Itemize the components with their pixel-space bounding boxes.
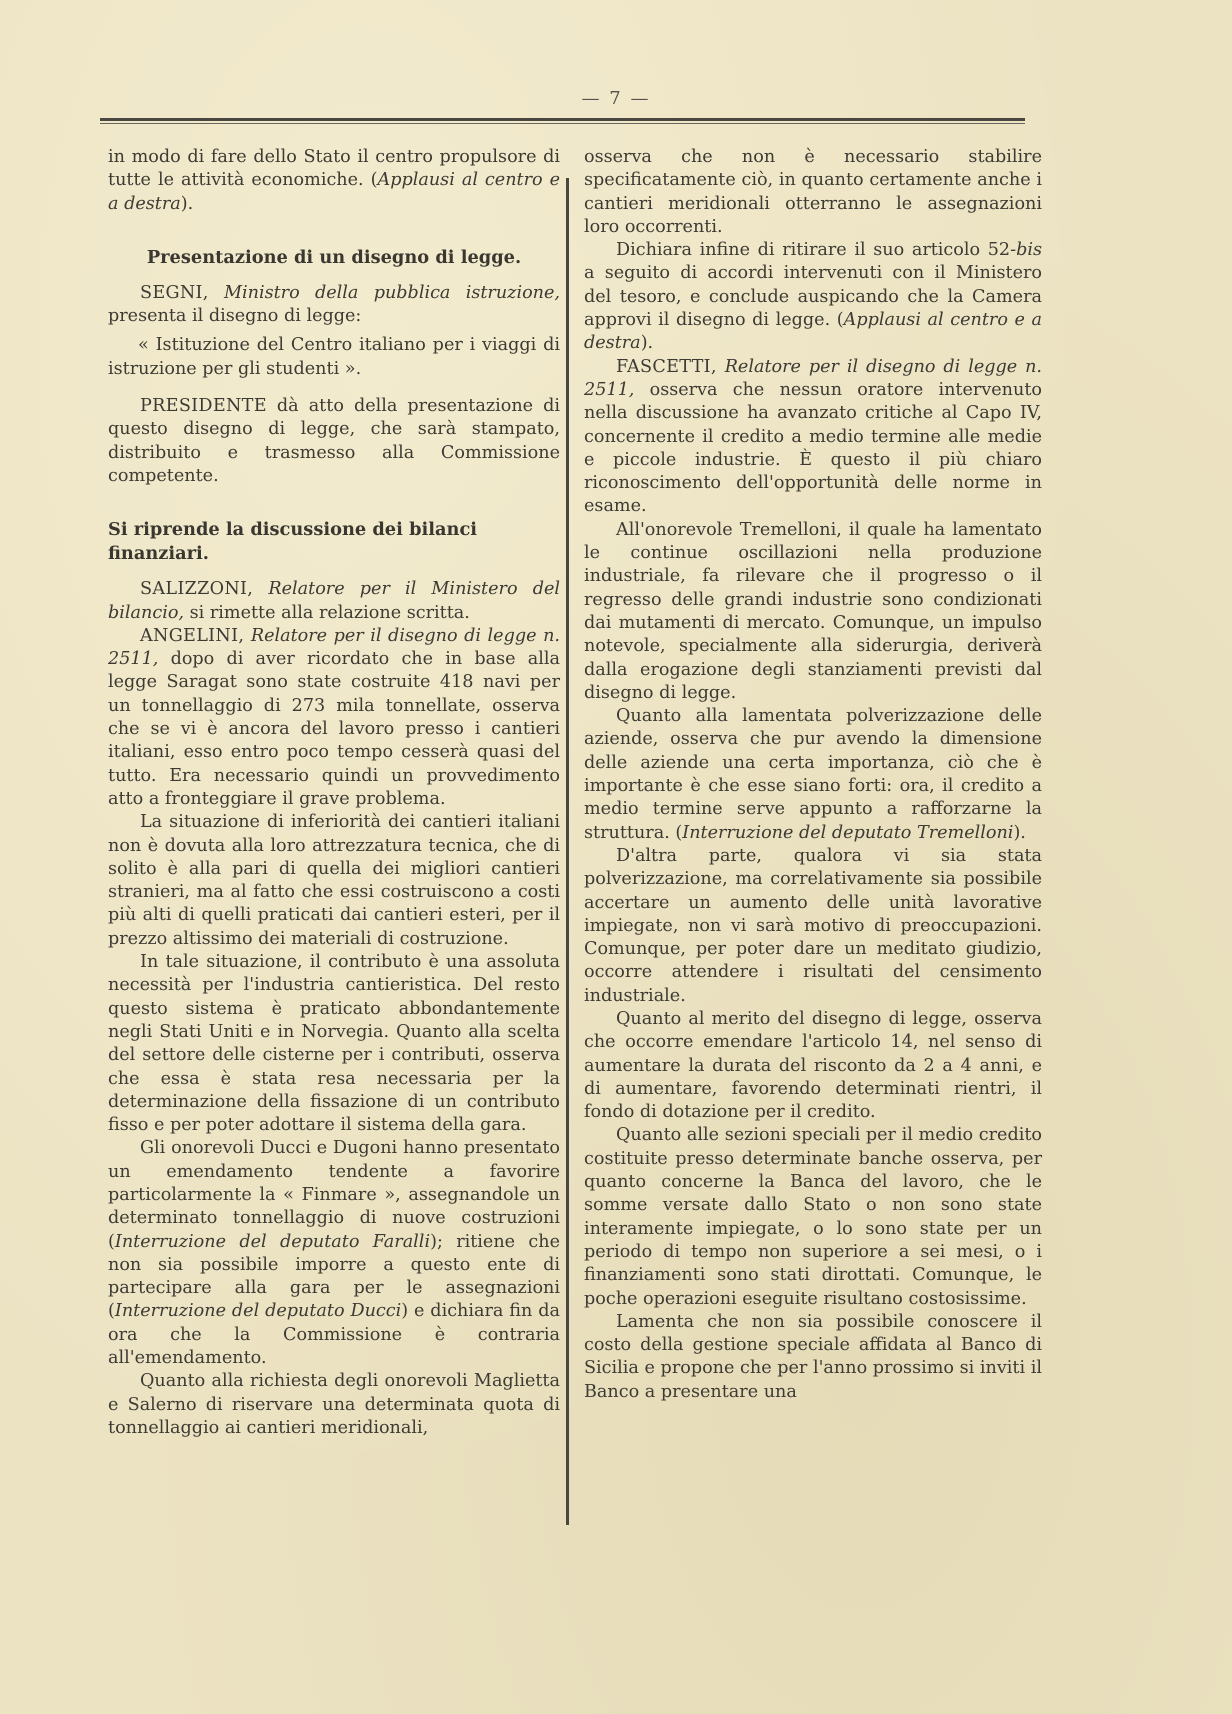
left-column — [108, 146, 560, 1440]
bill-title-quote: « Istituzione del Centro italiano per i viaggi di istruzione per gli studenti ». — [108, 335, 560, 379]
header-rule — [100, 118, 1025, 124]
speaker-role: Relatore per il Ministero del bilancio, — [108, 579, 560, 623]
interruption-note: Interruzione del deputato Ducci — [114, 1301, 402, 1322]
text: ). — [640, 333, 654, 354]
speaker-name: SALIZZONI, — [140, 579, 254, 600]
paragraph: Lamenta che non sia possibile conoscere il costo della gestione speciale affidata al Banco di Sicilia e propone che per l'anno prossimo si inviti il Banco a presentare una — [584, 1311, 1042, 1402]
paragraph: In tale situazione, il contributo è una assoluta necessità per l'industria cantieristica. Del resto questo sistema è praticato abbondantemente negli Stati Uniti e in Norvegia. Quanto alla scelta del settore delle cisterne per i contributi, osserva che essa è stata resa necessaria per la determinazione della fissazione di un contributo fisso e per poter adottare il sistema della gara. — [108, 952, 560, 1136]
paragraph: Quanto alla richiesta degli onorevoli Maglietta e Salerno di riservare una determinata quota di tonnellaggio ai cantieri meridionali, — [108, 1371, 560, 1438]
paragraph — [584, 356, 1042, 519]
text: Gli onorevoli Ducci e Dugoni hanno presentato un emendamento tendente a favorire particolarmente la « Finmare », assegnandole un determinato tonnellaggio di nuove costruzioni ( — [108, 1138, 560, 1252]
paragraph — [584, 705, 1042, 845]
text: ) e dichiara fin da ora che la Commissione è contraria all'emendamento. — [108, 1301, 560, 1369]
text: a seguito di accordi intervenuti con il Ministero del tesoro, e conclude auspicando che la Camera approvi il disegno di legge. ( — [584, 263, 1042, 331]
column-divider — [566, 178, 569, 1525]
paragraph: Quanto al merito del disegno di legge, osserva che occorre emendare l'articolo 14, nel senso di aumentare la durata del risconto da 2 a 4 anni, e di aumentare, favorendo determinati rientri, il fondo di dotazione per il credito. — [584, 1008, 1042, 1123]
paragraph: La situazione di inferiorità dei cantieri italiani non è dovuta alla loro attrezzatura tecnica, che di solito è alla pari di quella dei migliori cantieri stranieri, ma al fatto che essi costruiscono a costi più alti di quelli praticati dai cantieri esteri, per il prezzo altissimo dei materiali di costruzione. — [108, 812, 560, 949]
text: ). — [1013, 822, 1026, 843]
speaker-name: FASCETTI, — [616, 356, 717, 377]
paragraph: All'onorevole Tremelloni, il quale ha lamentato le continue oscillazioni nella produzione industriale, fa rilevare che il progresso o il regresso delle grandi industrie sono condizionati dai mutamenti di mercato. Comunque, un impulso notevole, specialmente alla siderurgia, deriverà dalla erogazione degli stanziamenti previsti dal disegno di legge. — [584, 519, 1042, 703]
paragraph — [108, 146, 560, 216]
page-number: — 7 — — [581, 88, 651, 109]
speaker-role: Relatore per il disegno di legge n. 2511, — [584, 356, 1042, 400]
text: Quanto alla lamentata polverizzazione delle aziende, osserva che pur avendo la dimensione delle aziende una certa importanza, ciò che è importante è che esse siano forti: ora, il credito a medio termine serve appunto a rafforzarne la struttura. ( — [584, 706, 1042, 843]
text: ); ritiene che non sia possibile imporre a questo ente di partecipare alla gara per le assegnazioni ( — [108, 1231, 561, 1322]
paragraph — [108, 282, 560, 329]
text: presenta il disegno di legge: — [108, 306, 362, 327]
interruption-note: Interruzione del deputato Faralli — [114, 1231, 431, 1252]
paragraph — [108, 578, 560, 625]
text: si rimette alla relazione scritta. — [189, 602, 470, 623]
right-column — [584, 146, 1042, 1404]
paragraph — [108, 395, 560, 488]
text: dopo di aver ricordato che in base alla legge Saragat sono state costruite 418 navi per un tonnellaggio di 273 mila tonnellate, osserva che se vi è ancora del lavoro presso i cantieri italiani, esso entro poco tempo cesserà quasi del tutto. Era necessario quindi un provvedimento atto a fronteggiare il grave problema. — [108, 649, 560, 809]
paragraph — [584, 239, 1042, 355]
text: ). — [180, 193, 194, 214]
paragraph: D'altra parte, qualora vi sia stata polverizzazione, ma correlativamente sia possibile accertare un aumento delle unità lavorative impiegate, non vi sarà motivo di preoccupazioni. Comunque, per poter dare un meditato giudizio, occorre attendere i risultati del censimento industriale. — [584, 845, 1042, 1006]
paragraph — [108, 625, 560, 811]
speaker-name: ANGELINI, — [140, 625, 245, 646]
text: in modo di fare dello Stato il centro propulsore di tutte le attività economiche. ( — [108, 147, 560, 191]
paragraph — [108, 1137, 560, 1370]
applause-note: Applausi al centro e a destra — [108, 170, 561, 214]
text-italic: bis — [1016, 240, 1042, 261]
applause-note: Applausi al centro e a destra — [584, 310, 1043, 354]
speaker-role: Relatore per il disegno di legge n. 2511, — [108, 625, 560, 670]
interruption-note: Interruzione del deputato Tremelloni — [682, 822, 1014, 843]
speaker-name: PRESIDENTE — [140, 396, 267, 417]
text: dà atto della presentazione di questo disegno di legge, che sarà stampato, distribuito e trasmesso alla Commissione competente. — [108, 396, 560, 486]
speaker-name: SEGNI, — [140, 282, 209, 303]
section-heading-discussione: Si riprende la discussione dei bilanci finanziari. — [108, 519, 478, 565]
paragraph: Quanto alle sezioni speciali per il medio credito costituite presso determinate banche osserva, per quanto concerne la Banca del lavoro, che le somme versate dallo Stato o non sono state interamente impiegate, o lo sono state per un periodo di tempo non superiore a sei mesi, o i finanziamenti sono stati dirottati. Comunque, le poche operazioni eseguite risultano costosissime. — [584, 1125, 1042, 1309]
text: Dichiara infine di ritirare il suo articolo 52- — [616, 240, 1017, 261]
speaker-role: Ministro della pubblica istruzione, — [223, 282, 560, 303]
section-heading-presentazione: Presentazione di un disegno di legge. — [146, 246, 522, 268]
paragraph: osserva che non è necessario stabilire specificatamente ciò, in quanto certamente anche i cantieri meridionali otterranno le assegnazioni loro occorrenti. — [584, 147, 1042, 237]
text: osserva che nessun oratore intervenuto nella discussione ha avanzato critiche al Capo IV, concernente il credito a medio termine alle medie e piccole industrie. È questo il più chiaro riconoscimento dell'opportunità delle norme in esame. — [584, 379, 1042, 517]
